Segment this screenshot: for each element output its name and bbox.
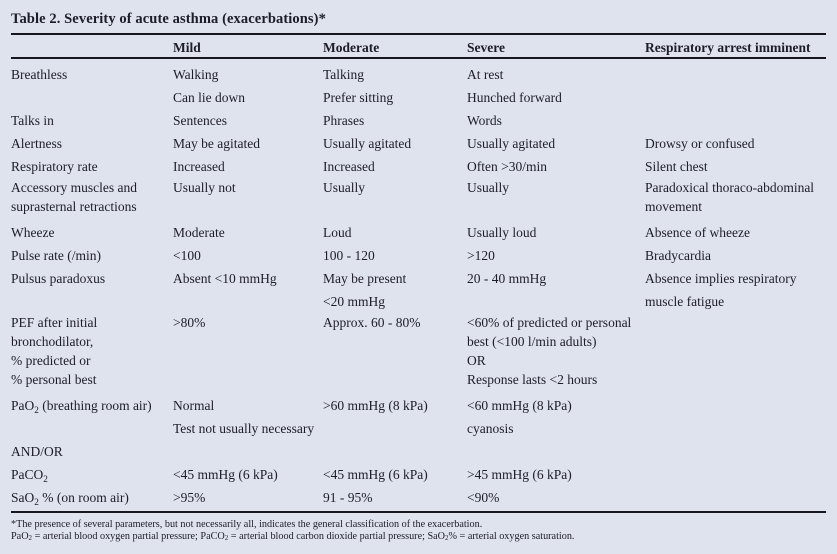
- table-cell: [467, 267, 645, 313]
- cell-line: Talks in: [11, 113, 54, 128]
- table-cell: [467, 463, 645, 486]
- table-cell: [467, 178, 645, 216]
- table-cell: [173, 178, 323, 216]
- column-header: Mild: [173, 40, 201, 55]
- table-cell: [467, 155, 645, 178]
- table-cell: [467, 244, 645, 267]
- table-cell: [323, 244, 467, 267]
- table-cell: [645, 132, 826, 155]
- cell-line: Approx. 60 - 80%: [323, 315, 421, 330]
- table-cell: [173, 267, 323, 313]
- cell-line: 100 - 120: [323, 248, 375, 263]
- table-cell: [173, 109, 323, 132]
- row-label: [11, 394, 173, 440]
- row-label: [11, 463, 173, 486]
- table-cell: [645, 486, 826, 509]
- table-row: [11, 109, 826, 132]
- row-label: [11, 63, 173, 109]
- column-header: Severe: [467, 40, 505, 55]
- cell-line: >120: [467, 248, 495, 263]
- cell-line: At rest: [467, 67, 504, 82]
- cell-line: Normal: [173, 398, 215, 413]
- table-cell: [645, 109, 826, 132]
- footnote-line: *The presence of several parameters, but not necessarily all, indicates the general classification of the exacerbation.: [11, 519, 483, 530]
- cell-line: May be present: [323, 271, 407, 286]
- table-cell: [173, 244, 323, 267]
- table-cell: [323, 486, 467, 509]
- cell-line: Phrases: [323, 113, 365, 128]
- row-label: [11, 313, 173, 389]
- table-row: [11, 132, 826, 155]
- cell-line: >60 mmHg (8 kPa): [323, 398, 428, 413]
- table-cell: [323, 221, 467, 244]
- cell-line: OR: [467, 353, 486, 368]
- cell-line: PaCO$_2$: [11, 467, 48, 484]
- row-label: [11, 440, 173, 463]
- cell-line: Silent chest: [645, 159, 708, 174]
- cell-line: bronchodilator,: [11, 334, 94, 349]
- table-cell: [645, 155, 826, 178]
- table-cell: [645, 394, 826, 440]
- cell-line: Sentences: [173, 113, 227, 128]
- table-cell: [173, 440, 323, 463]
- table-row: [11, 155, 826, 178]
- cell-line: Usually agitated: [323, 136, 412, 151]
- row-label: [11, 132, 173, 155]
- table-cell: [323, 463, 467, 486]
- cell-line: Usually agitated: [467, 136, 556, 151]
- cell-line: Usually: [467, 180, 509, 195]
- cell-line: >80%: [173, 315, 206, 330]
- cell-line: Increased: [323, 159, 375, 174]
- table-cell: [467, 132, 645, 155]
- table-cell: [645, 440, 826, 463]
- table-cell: [467, 394, 645, 440]
- footnotes: [11, 513, 826, 542]
- cell-line: Bradycardia: [645, 248, 711, 263]
- table-cell: [173, 155, 323, 178]
- table-cell: [467, 486, 645, 509]
- table-row: [11, 313, 826, 389]
- table-cell: [645, 463, 826, 486]
- cell-line: Paradoxical thoraco-abdominal: [645, 180, 815, 195]
- cell-line: Increased: [173, 159, 225, 174]
- cell-line: Hunched forward: [467, 90, 562, 105]
- cell-line: cyanosis: [467, 421, 514, 436]
- cell-line: Words: [467, 113, 502, 128]
- table-cell: [467, 221, 645, 244]
- cell-line: 91 - 95%: [323, 490, 373, 505]
- row-label: [11, 155, 173, 178]
- table-cell: [467, 313, 645, 389]
- table-cell: [323, 155, 467, 178]
- table-cell: [645, 313, 826, 389]
- footnote-line: PaO$_2$ = arterial blood oxygen partial pressure; PaCO$_2$ = arterial blood carbon dioxide partial pressure; SaO$_2$% = arterial oxygen saturation.: [11, 530, 575, 543]
- table-row: [11, 486, 826, 509]
- cell-line: movement: [645, 199, 702, 214]
- column-header-empty: [11, 40, 173, 55]
- table-cell: [173, 221, 323, 244]
- cell-line: Absent <10 mmHg: [173, 271, 277, 286]
- table-row: [11, 463, 826, 486]
- table-cell: [173, 394, 323, 440]
- table-cell: [467, 109, 645, 132]
- cell-line: Pulsus paradoxus: [11, 271, 106, 286]
- cell-line: Response lasts <2 hours: [467, 372, 598, 387]
- row-label: [11, 486, 173, 509]
- table-row: [11, 221, 826, 244]
- cell-line: >95%: [173, 490, 206, 505]
- cell-line: Breathless: [11, 67, 68, 82]
- cell-line: SaO$_2$ % (on room air): [11, 490, 129, 507]
- column-header: Respiratory arrest imminent: [645, 40, 811, 55]
- cell-line: Loud: [323, 225, 352, 240]
- cell-line: Wheeze: [11, 225, 55, 240]
- cell-line: Test not usually necessary: [173, 421, 315, 436]
- table-cell: [323, 267, 467, 313]
- table-row: [11, 267, 826, 313]
- cell-line: >45 mmHg (6 kPa): [467, 467, 572, 482]
- cell-line: Often >30/min: [467, 159, 547, 174]
- row-label: [11, 109, 173, 132]
- table-body: [11, 59, 826, 513]
- cell-line: Can lie down: [173, 90, 245, 105]
- column-header: Moderate: [323, 40, 380, 55]
- table-cell: [323, 109, 467, 132]
- table-cell: [467, 440, 645, 463]
- row-label: [11, 244, 173, 267]
- cell-line: Talking: [323, 67, 365, 82]
- cell-line: best (<100 l/min adults): [467, 334, 597, 349]
- table-cell: [467, 63, 645, 109]
- subscript-2: 2: [34, 404, 39, 415]
- table-cell: [323, 132, 467, 155]
- table-cell: [323, 178, 467, 216]
- table-cell: [323, 440, 467, 463]
- table-cell: [173, 313, 323, 389]
- cell-line: Pulse rate (/min): [11, 248, 101, 263]
- table-cell: [645, 63, 826, 109]
- table-cell: [645, 267, 826, 313]
- cell-line: % personal best: [11, 372, 97, 387]
- row-label: [11, 267, 173, 313]
- table-cell: [173, 463, 323, 486]
- cell-line: Usually not: [173, 180, 236, 195]
- cell-line: PaO$_2$ (breathing room air): [11, 398, 152, 415]
- cell-line: Alertness: [11, 136, 62, 151]
- subscript-2: 2: [43, 473, 48, 484]
- table-cell: [645, 221, 826, 244]
- subscript-2: 2: [445, 535, 449, 543]
- row-label: [11, 178, 173, 216]
- table-cell: [645, 178, 826, 216]
- cell-line: Usually loud: [467, 225, 537, 240]
- table-cell: [173, 63, 323, 109]
- cell-line: 20 - 40 mmHg: [467, 271, 547, 286]
- table-cell: [323, 394, 467, 440]
- row-label: [11, 221, 173, 244]
- cell-line: Usually: [323, 180, 365, 195]
- table-row: [11, 178, 826, 216]
- cell-line: Respiratory rate: [11, 159, 98, 174]
- cell-line: Moderate: [173, 225, 225, 240]
- cell-line: Accessory muscles and: [11, 180, 137, 195]
- cell-line: Absence implies respiratory: [645, 271, 797, 286]
- table-cell: [173, 132, 323, 155]
- subscript-2: 2: [224, 535, 229, 543]
- table-cell: [323, 63, 467, 109]
- subscript-2: 2: [28, 535, 33, 543]
- cell-line: May be agitated: [173, 136, 260, 151]
- cell-line: % predicted or: [11, 353, 91, 368]
- subscript-2: 2: [34, 496, 39, 507]
- cell-line: Absence of wheeze: [645, 225, 750, 240]
- cell-line: <60 mmHg (8 kPa): [467, 398, 572, 413]
- cell-line: <45 mmHg (6 kPa): [323, 467, 428, 482]
- table-title: Table 2. Severity of acute asthma (exacerbations)*: [11, 11, 326, 27]
- table-cell: [173, 486, 323, 509]
- cell-line: AND/OR: [11, 444, 63, 459]
- cell-line: Drowsy or confused: [645, 136, 755, 151]
- cell-line: suprasternal retractions: [11, 199, 137, 214]
- table-row: [11, 63, 826, 109]
- cell-line: <20 mmHg: [323, 294, 385, 309]
- cell-line: <90%: [467, 490, 500, 505]
- table-cell: [645, 244, 826, 267]
- cell-line: <45 mmHg (6 kPa): [173, 467, 278, 482]
- table-cell: [323, 313, 467, 389]
- cell-line: PEF after initial: [11, 315, 98, 330]
- cell-line: muscle fatigue: [645, 294, 725, 309]
- header-row: [11, 35, 826, 59]
- cell-line: Walking: [173, 67, 219, 82]
- table-row: [11, 244, 826, 267]
- table-row: [11, 440, 826, 463]
- cell-line: Prefer sitting: [323, 90, 394, 105]
- cell-line: <60% of predicted or personal: [467, 315, 632, 330]
- table-row: [11, 394, 826, 440]
- cell-line: <100: [173, 248, 201, 263]
